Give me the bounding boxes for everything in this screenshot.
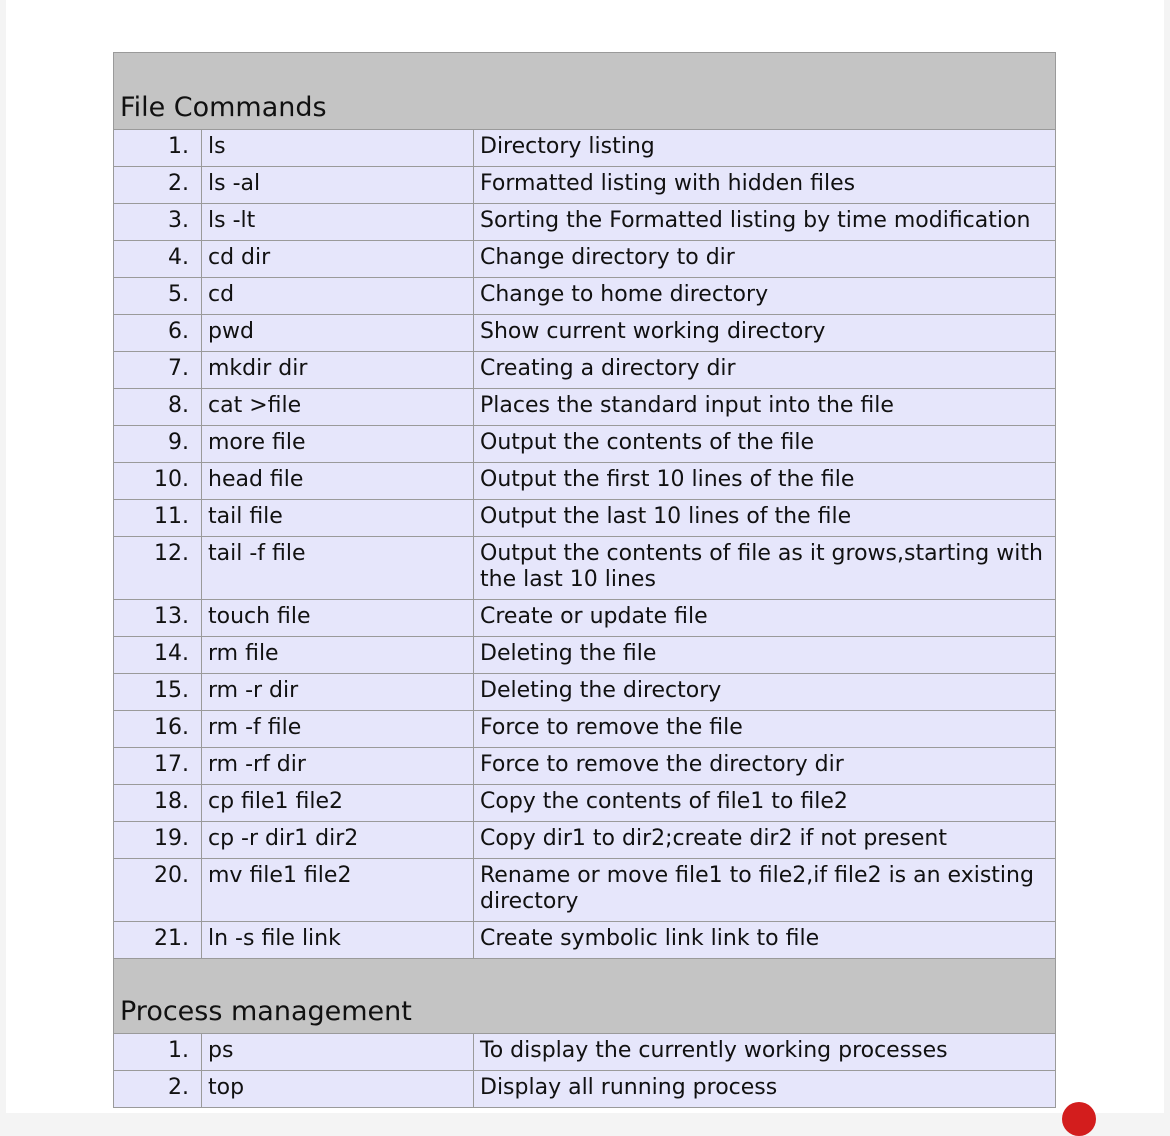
command-cell: mkdir dir bbox=[202, 352, 474, 389]
row-number: 1. bbox=[114, 130, 202, 167]
table-row bbox=[114, 167, 1056, 204]
description-cell: Change to home directory bbox=[474, 278, 1056, 315]
table-row bbox=[114, 352, 1056, 389]
row-number: 1. bbox=[114, 1034, 202, 1071]
table-row bbox=[114, 600, 1056, 637]
description-cell: Output the last 10 lines of the file bbox=[474, 500, 1056, 537]
table-row bbox=[114, 130, 1056, 167]
section-title: Process management bbox=[114, 959, 1056, 1034]
table-row bbox=[114, 822, 1056, 859]
table-row bbox=[114, 241, 1056, 278]
command-cell: touch file bbox=[202, 600, 474, 637]
table-row bbox=[114, 674, 1056, 711]
description-cell: Formatted listing with hidden files bbox=[474, 167, 1056, 204]
description-cell: Creating a directory dir bbox=[474, 352, 1056, 389]
description-cell: Places the standard input into the file bbox=[474, 389, 1056, 426]
description-cell: Rename or move file1 to file2,if file2 is an existing directory bbox=[474, 859, 1056, 922]
table-row bbox=[114, 711, 1056, 748]
row-number: 13. bbox=[114, 600, 202, 637]
table-row bbox=[114, 922, 1056, 959]
table-row bbox=[114, 500, 1056, 537]
description-cell: Output the first 10 lines of the file bbox=[474, 463, 1056, 500]
command-cell: cp file1 file2 bbox=[202, 785, 474, 822]
command-cell: head file bbox=[202, 463, 474, 500]
description-cell: Display all running process bbox=[474, 1071, 1056, 1108]
description-cell: Copy the contents of file1 to file2 bbox=[474, 785, 1056, 822]
table-row bbox=[114, 389, 1056, 426]
table-row bbox=[114, 785, 1056, 822]
row-number: 6. bbox=[114, 315, 202, 352]
row-number: 20. bbox=[114, 859, 202, 922]
table-row bbox=[114, 204, 1056, 241]
table-row bbox=[114, 537, 1056, 600]
description-cell: Create symbolic link link to file bbox=[474, 922, 1056, 959]
command-cell: mv file1 file2 bbox=[202, 859, 474, 922]
description-cell: Force to remove the file bbox=[474, 711, 1056, 748]
description-cell: Sorting the Formatted listing by time modification bbox=[474, 204, 1056, 241]
command-cell: ps bbox=[202, 1034, 474, 1071]
command-cell: pwd bbox=[202, 315, 474, 352]
row-number: 17. bbox=[114, 748, 202, 785]
command-cell: cd bbox=[202, 278, 474, 315]
command-cell: rm -rf dir bbox=[202, 748, 474, 785]
table-row bbox=[114, 637, 1056, 674]
row-number: 16. bbox=[114, 711, 202, 748]
row-number: 11. bbox=[114, 500, 202, 537]
command-cell: rm file bbox=[202, 637, 474, 674]
description-cell: Directory listing bbox=[474, 130, 1056, 167]
row-number: 3. bbox=[114, 204, 202, 241]
table-row bbox=[114, 1034, 1056, 1071]
table-row bbox=[114, 1071, 1056, 1108]
table-row bbox=[114, 426, 1056, 463]
row-number: 2. bbox=[114, 167, 202, 204]
description-cell: Output the contents of the file bbox=[474, 426, 1056, 463]
table-row bbox=[114, 748, 1056, 785]
notification-badge[interactable] bbox=[1062, 1102, 1096, 1136]
row-number: 7. bbox=[114, 352, 202, 389]
row-number: 4. bbox=[114, 241, 202, 278]
row-number: 5. bbox=[114, 278, 202, 315]
description-cell: Force to remove the directory dir bbox=[474, 748, 1056, 785]
row-number: 21. bbox=[114, 922, 202, 959]
row-number: 15. bbox=[114, 674, 202, 711]
row-number: 10. bbox=[114, 463, 202, 500]
command-cell: tail -f file bbox=[202, 537, 474, 600]
row-number: 2. bbox=[114, 1071, 202, 1108]
description-cell: To display the currently working processes bbox=[474, 1034, 1056, 1071]
row-number: 9. bbox=[114, 426, 202, 463]
row-number: 8. bbox=[114, 389, 202, 426]
table-row bbox=[114, 315, 1056, 352]
section-header bbox=[114, 53, 1056, 130]
command-table bbox=[113, 52, 1056, 1108]
description-cell: Show current working directory bbox=[474, 315, 1056, 352]
command-cell: cat >file bbox=[202, 389, 474, 426]
row-number: 19. bbox=[114, 822, 202, 859]
command-cell: ls -al bbox=[202, 167, 474, 204]
description-cell: Create or update file bbox=[474, 600, 1056, 637]
table-row bbox=[114, 278, 1056, 315]
command-cell: tail file bbox=[202, 500, 474, 537]
description-cell: Output the contents of file as it grows,starting with the last 10 lines bbox=[474, 537, 1056, 600]
command-cell: rm -f file bbox=[202, 711, 474, 748]
command-cell: cd dir bbox=[202, 241, 474, 278]
command-cell: ls -lt bbox=[202, 204, 474, 241]
row-number: 14. bbox=[114, 637, 202, 674]
command-cell: ls bbox=[202, 130, 474, 167]
command-cell: more file bbox=[202, 426, 474, 463]
description-cell: Change directory to dir bbox=[474, 241, 1056, 278]
command-cell: ln -s file link bbox=[202, 922, 474, 959]
row-number: 12. bbox=[114, 537, 202, 600]
table-row bbox=[114, 463, 1056, 500]
section-title: File Commands bbox=[114, 53, 1056, 130]
table-row bbox=[114, 859, 1056, 922]
command-cell: top bbox=[202, 1071, 474, 1108]
row-number: 18. bbox=[114, 785, 202, 822]
section-header bbox=[114, 959, 1056, 1034]
command-cell: cp -r dir1 dir2 bbox=[202, 822, 474, 859]
description-cell: Deleting the file bbox=[474, 637, 1056, 674]
description-cell: Copy dir1 to dir2;create dir2 if not present bbox=[474, 822, 1056, 859]
description-cell: Deleting the directory bbox=[474, 674, 1056, 711]
command-cell: rm -r dir bbox=[202, 674, 474, 711]
